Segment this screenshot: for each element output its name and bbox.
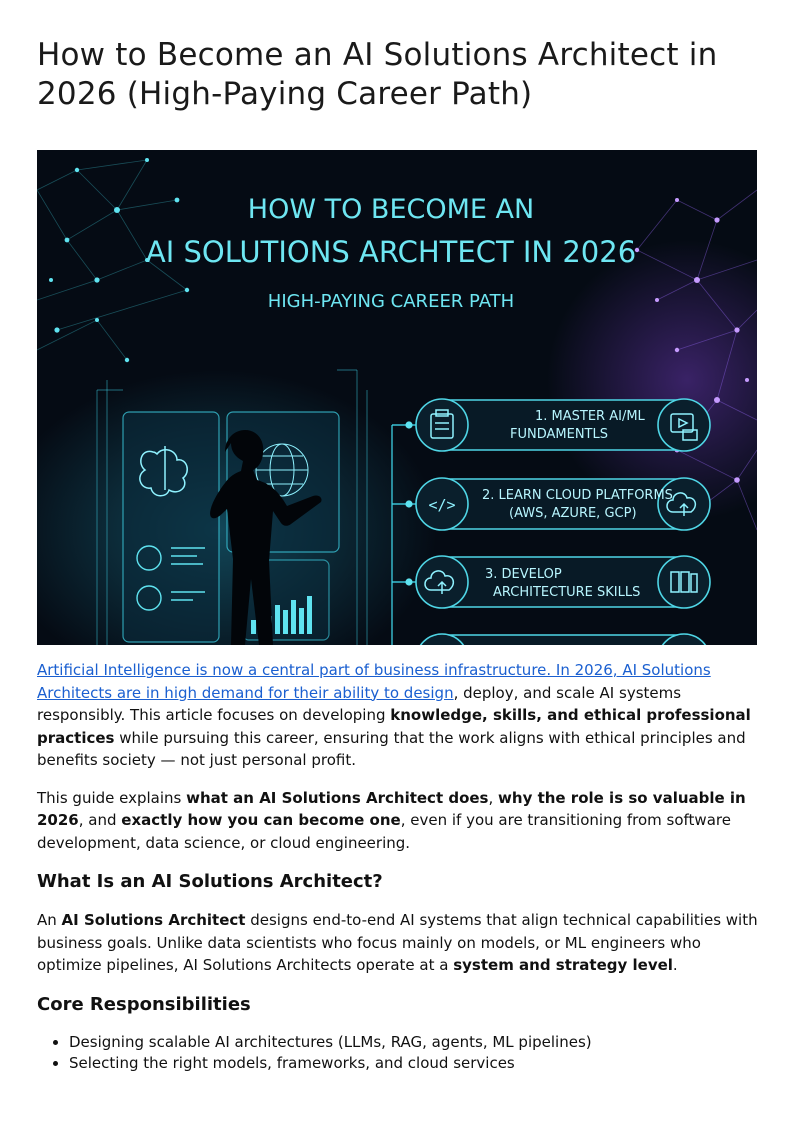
definition-text-2: designs end-to-end AI systems that align technical capabilities with business goals. Unlike data scientists who focus mainly on models, or ML engineers who optimize pipelines, AI Solutions Architects operate at a	[37, 911, 758, 974]
step-4-partial	[416, 634, 710, 645]
hero-subheadline: HIGH-PAYING CAREER PATH	[267, 291, 515, 312]
step-2-line-1: 2. LEARN CLOUD PLATFORMS	[482, 488, 673, 503]
section-heading-what-is: What Is an AI Solutions Architect?	[37, 871, 383, 892]
hero-headline-2: AI SOLUTIONS ARCHTECT IN 2026	[145, 235, 637, 269]
guide-bold-2: why the role is so valuable in 2026	[37, 788, 746, 829]
definition-text-3: .	[672, 956, 678, 974]
step-1-line-2: FUNDAMENTLS	[510, 427, 608, 442]
intro-bold-1: knowledge, skills, and ethical professional practices	[37, 706, 751, 747]
guide-bold-1: what an AI Solutions Architect does	[186, 788, 489, 807]
hero-headline-1: HOW TO BECOME AN	[247, 194, 535, 225]
guide-text-3: , and	[78, 811, 122, 829]
definition-bold-1: AI Solutions Architect	[61, 911, 246, 929]
guide-text-2: ,	[488, 788, 499, 807]
step-3-line-2: ARCHITECTURE SKILLS	[493, 585, 641, 600]
article-body	[37, 659, 759, 1074]
guide-bold-3: exactly how you can become one	[121, 811, 401, 829]
definition-text-1: An	[37, 911, 62, 929]
hero-image	[37, 150, 757, 645]
guide-text-4: , even if you are transitioning from software development, data science, or cloud engineering.	[37, 811, 731, 852]
definition-bold-2: system and strategy level	[453, 956, 673, 974]
code-icon: </>	[428, 496, 456, 514]
step-3	[416, 556, 710, 608]
guide-text-1: This guide explains	[37, 788, 187, 807]
step-2	[416, 478, 710, 530]
step-2-line-2: (AWS, AZURE, GCP)	[509, 506, 637, 521]
list-item: • Designing scalable AI architectures (LLMs, RAG, agents, ML pipelines)	[69, 1032, 759, 1053]
intro-text-1: , deploy, and scale AI systems responsibly. This article focuses on developing	[37, 683, 682, 724]
intro-text-2: while pursuing this career, ensuring that the work aligns with ethical principles and benefits society — not just personal profit.	[37, 728, 746, 769]
responsibilities-list	[37, 1032, 759, 1074]
guide-paragraph	[37, 787, 759, 855]
hero-illustration	[37, 150, 757, 645]
step-3-line-1: 3. DEVELOP	[485, 567, 562, 582]
section-heading-core-responsibilities: Core Responsibilities	[37, 993, 251, 1015]
intro-link[interactable]: Artificial Intelligence is now a central part of business infrastructure. In 2026, AI Solutions Architects are in high demand for their ability to design	[37, 661, 711, 702]
list-item: • Selecting the right models, frameworks, and cloud services	[69, 1053, 759, 1074]
intro-paragraph	[37, 659, 759, 772]
step-1	[416, 399, 710, 451]
definition-paragraph	[37, 909, 759, 977]
step-1-line-1: 1. MASTER AI/ML	[535, 409, 645, 424]
page-title: How to Become an AI Solutions Architect in 2026 (High-Paying Career Path)	[37, 37, 718, 112]
